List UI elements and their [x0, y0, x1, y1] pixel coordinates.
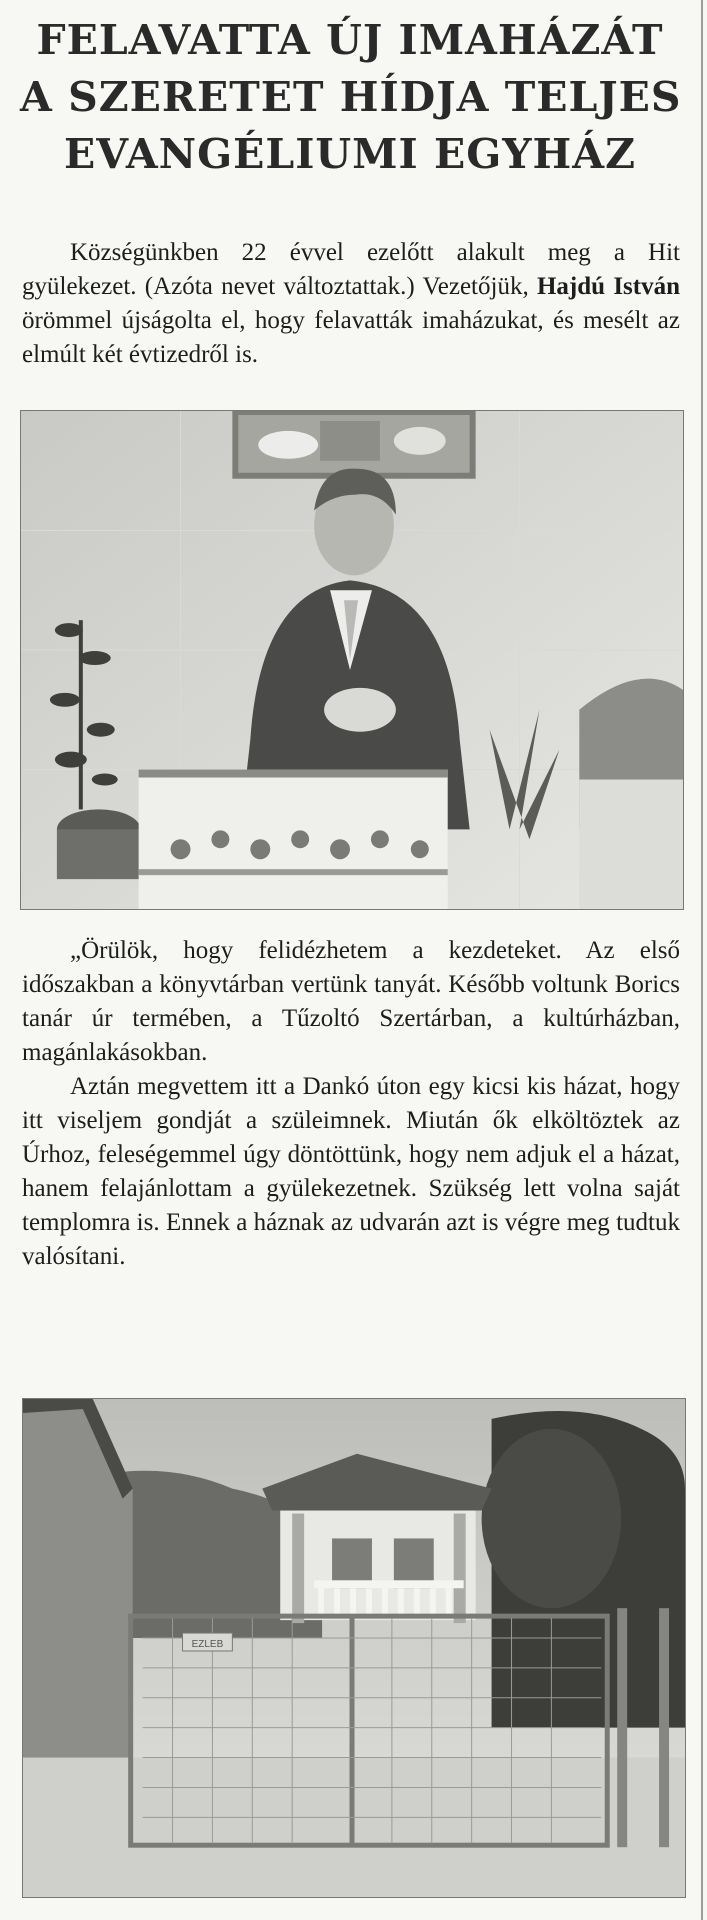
headline-line-1: FELAVATTA ÚJ IMAHÁZÁT	[36, 16, 664, 64]
intro-text-start: Községünkben 22 évvel ezelőtt alakult meg a Hit gyülekezet. (Azóta nevet változtattak.) Vezetőjük,	[22, 239, 680, 300]
body-paragraph-2: Aztán megvettem itt a Dankó úton egy kicsi kis házat, hogy itt viseljem gondját a szüleimnek. Miután ők elköltöztek az Úrhoz, feleségemmel úgy döntöttünk, hogy nem adjuk el a házat, hanem felajánlottam a gyülekezetnek. Szükség lett volna saját templomra is. Ennek a háznak az udvarán azt is végre meg tudtuk valósítani.	[22, 1073, 680, 1270]
body-paragraph-1: „Örülök, hogy felidézhetem a kezdeteket. Az első időszakban a könyvtárban vertünk tanyát. Később voltunk Borics tanár úr termében, a Tűzoltó Szertárban, a kultúrházban, magánlakásokban.	[22, 937, 680, 1066]
portrait-photo	[20, 410, 684, 910]
intro-person-name: Hajdú István	[536, 273, 680, 300]
gate-sign-text: EZLEB	[191, 1639, 224, 1651]
portrait-photo-illustration	[21, 411, 683, 909]
intro-text-end: örömmel újságolta el, hogy felavatták imaházukat, és mesélt az elmúlt két évtizedről is.	[22, 307, 680, 368]
headline-line-2: A SZERETET HÍDJA TELJES	[20, 73, 682, 121]
prayer-house-illustration	[23, 1399, 685, 1897]
intro-paragraph	[22, 236, 680, 372]
article-headline	[20, 12, 680, 183]
article-body	[22, 934, 680, 1274]
headline-line-3: EVANGÉLIUMI EGYHÁZ	[63, 130, 637, 178]
prayer-house-photo	[22, 1398, 686, 1898]
column-rule	[701, 0, 703, 1920]
